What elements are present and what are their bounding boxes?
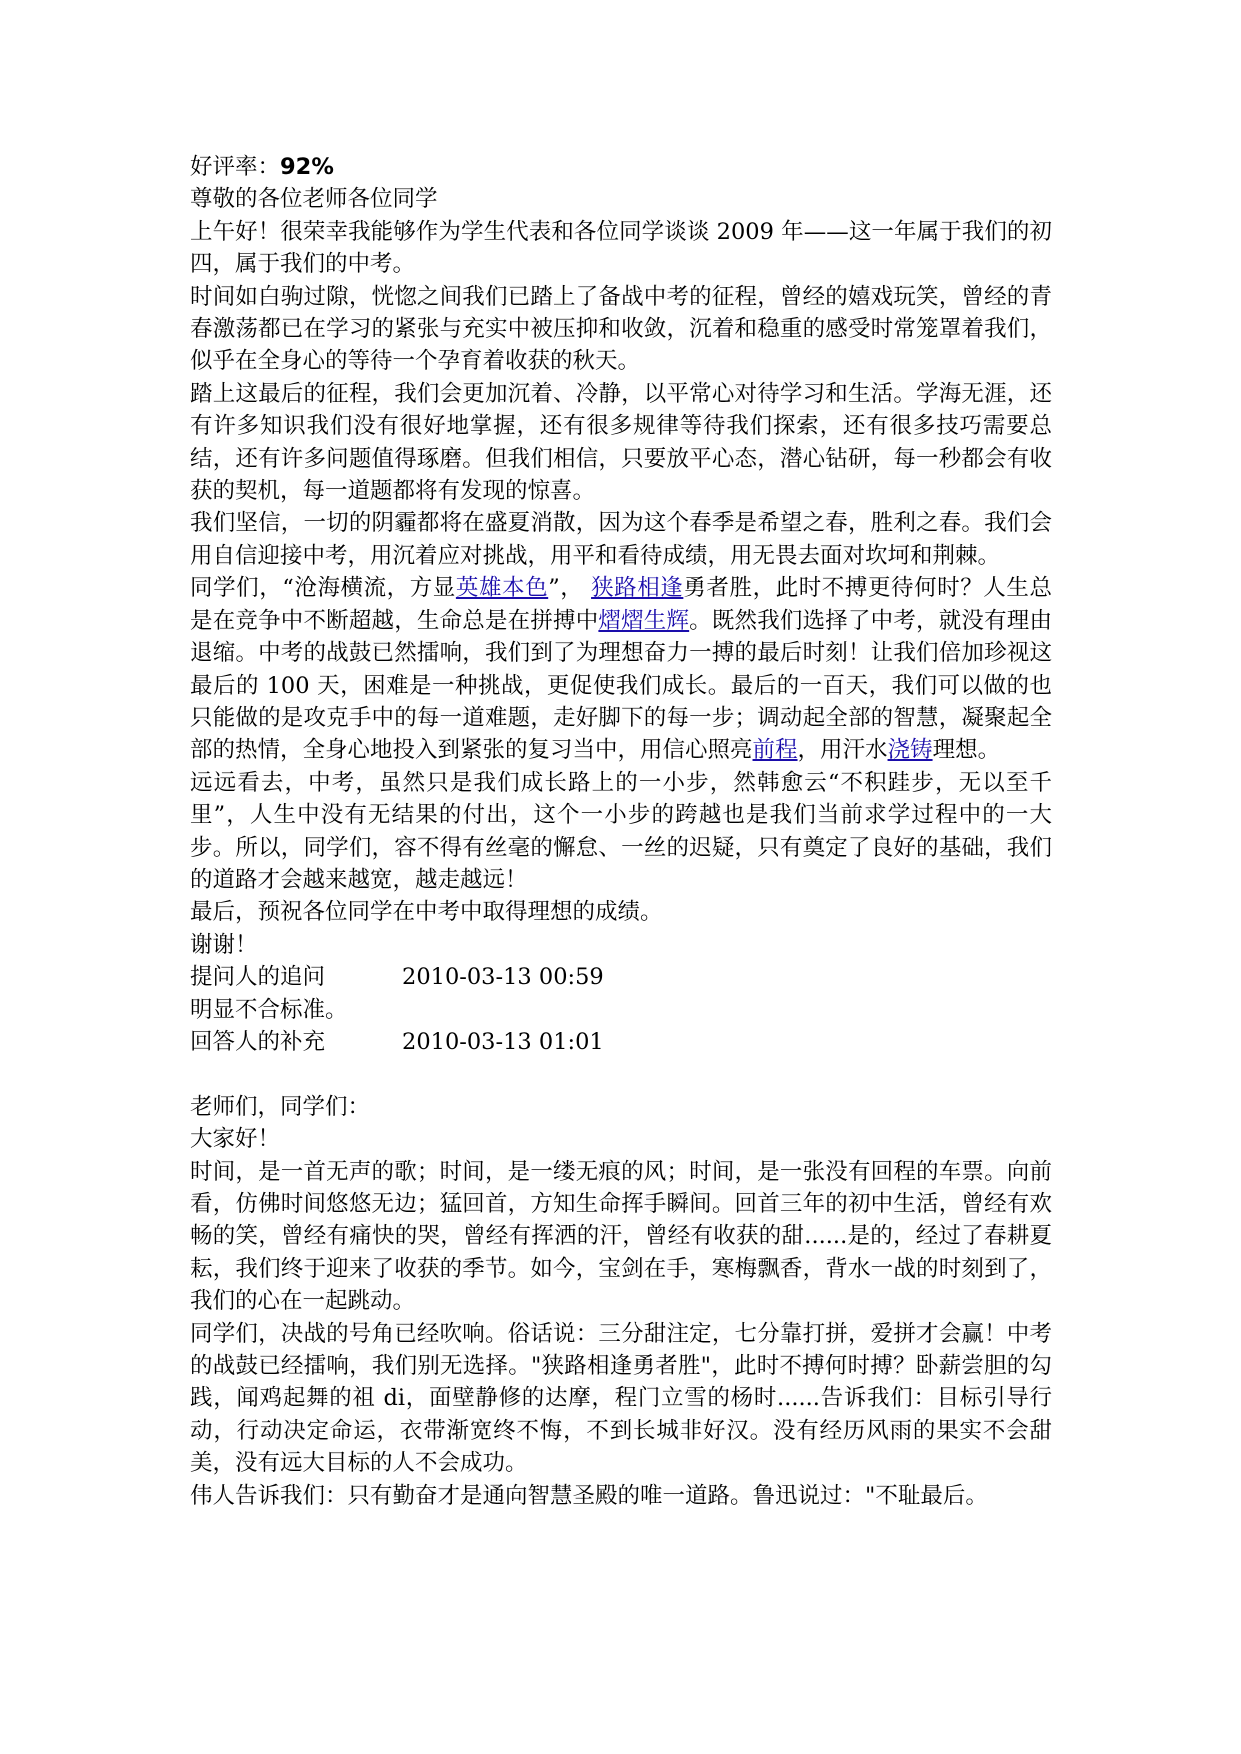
link-yingxiong-bense[interactable]: 英雄本色 — [455, 575, 549, 602]
text-segment: 勇者胜，此时不搏更待何时？人生总是在竞争中不断超越，生命总是在拼搏中 — [190, 575, 1052, 634]
paragraph-diligence: 伟人告诉我们：只有勤奋才是通向智慧圣殿的唯一道路。鲁迅说过："不耻最后。 — [190, 1482, 988, 1509]
supplement-label: 回答人的补充 — [190, 1028, 326, 1055]
paragraph-time: 时间如白驹过隙，恍惚之间我们已踏上了备战中考的征程，曾经的嬉戏玩笑，曾经的青春激荡都已在学习的紧张与充实中被压抑和收敛，沉着和稳重的感受时常笼罩着我们，似乎在全身心的等待一个孕育着收获的秋天。 — [190, 283, 1052, 375]
paragraph-thanks: 谢谢！ — [190, 931, 258, 958]
supplement-header — [190, 1026, 1052, 1058]
blank-line — [190, 1058, 1052, 1090]
paragraph-wish: 最后，预祝各位同学在中考中取得理想的成绩。 — [190, 899, 663, 926]
rating-line — [190, 151, 1052, 183]
text-segment: 同学们，“沧海横流，方显 — [190, 575, 456, 602]
followup-text: 明显不合标准。 — [190, 996, 348, 1023]
supplement-time: 2010-03-13 01:01 — [402, 1028, 604, 1055]
followup-header — [190, 961, 1052, 993]
paragraph-salutation: 尊敬的各位老师各位同学 — [190, 186, 438, 213]
text-segment: 理想。 — [932, 737, 1001, 764]
text-segment: 。既然我们选择了中考，就没有理由退缩。中考的战鼓已然擂响，我们到了为理想奋力一搏的最后时刻！让我们倍加珍视这最后的 100 天，困难是一种挑战，更促使我们成长。最后的一百天，我们可以做的也只能做的是攻克手中的每一道难题，走好脚下的每一步；调动起全部的智慧，凝聚起全部的热情，全身心地投入到紧张的复习当中，用信心照亮 — [190, 607, 1052, 764]
link-yiyi-shenghui[interactable]: 熠熠生辉 — [598, 607, 690, 634]
link-xialu-xiangfeng[interactable]: 狭路相逢 — [591, 575, 684, 602]
paragraph-greeting: 上午好！很荣幸我能够作为学生代表和各位同学谈谈 2009 年——这一年属于我们的初四，属于我们的中考。 — [190, 218, 1052, 278]
paragraph-far-view: 远远看去，中考，虽然只是我们成长路上的一小步，然韩愈云“不积跬步，无以至千里”，人生中没有无结果的付出，这个一小步的跨越也是我们当前求学过程中的一大步。所以，同学们，容不得有丝毫的懈怠、一丝的迟疑，只有奠定了良好的基础，我们的道路才会越来越宽，越走越远！ — [190, 769, 1052, 893]
paragraph-hello: 大家好！ — [190, 1126, 281, 1153]
paragraph-time-song: 时间，是一首无声的歌；时间，是一缕无痕的风；时间，是一张没有回程的车票。向前看，仿佛时间悠悠无边；猛回首，方知生命挥手瞬间。回首三年的初中生活，曾经有欢畅的笑，曾经有痛快的哭，曾经有挥洒的汗，曾经有收获的甜......是的，经过了春耕夏耘，我们终于迎来了收获的季节。如今，宝剑在手，寒梅飘香，背水一战的时刻到了，我们的心在一起跳动。 — [190, 1158, 1052, 1315]
followup-label: 提问人的追问 — [190, 964, 326, 991]
paragraph-journey: 踏上这最后的征程，我们会更加沉着、冷静，以平常心对待学习和生活。学海无涯，还有许多知识我们没有很好地掌握，还有很多规律等待我们探索，还有很多技巧需要总结，还有许多问题值得琢磨。但我们相信，只要放平心态，潜心钻研，每一秒都会有收获的契机，每一道题都将有发现的惊喜。 — [190, 380, 1052, 505]
paragraph-classmates — [190, 572, 1052, 766]
rating-value: 92% — [280, 154, 334, 180]
link-jiaozhu[interactable]: 浇铸 — [887, 737, 933, 764]
text-segment: ”， — [548, 575, 592, 602]
document-body — [190, 151, 1052, 1512]
paragraph-battle: 同学们，决战的号角已经吹响。俗话说：三分甜注定，七分靠打拼，爱拼才会赢！中考的战鼓已经擂响，我们别无选择。"狭路相逢勇者胜"，此时不搏何时搏？卧薪尝胆的勾践，闻鸡起舞的祖 di，面壁静修的达摩，程门立雪的杨时......告诉我们：目标引导行动，行动决定命运，衣带渐宽终不悔，不到长城非好汉。没有经历风雨的果实不会甜美，没有远大目标的人不会成功。 — [190, 1320, 1052, 1477]
rating-label: 好评率： — [190, 154, 281, 180]
text-segment: ，用汗水 — [797, 737, 888, 764]
link-qiancheng[interactable]: 前程 — [752, 737, 798, 764]
paragraph-belief: 我们坚信，一切的阴霾都将在盛夏消散，因为这个春季是希望之春，胜利之春。我们会用自信迎接中考，用沉着应对挑战，用平和看待成绩，用无畏去面对坎坷和荆棘。 — [190, 510, 1052, 569]
paragraph-address: 老师们，同学们： — [190, 1093, 371, 1120]
followup-time: 2010-03-13 00:59 — [402, 964, 604, 991]
